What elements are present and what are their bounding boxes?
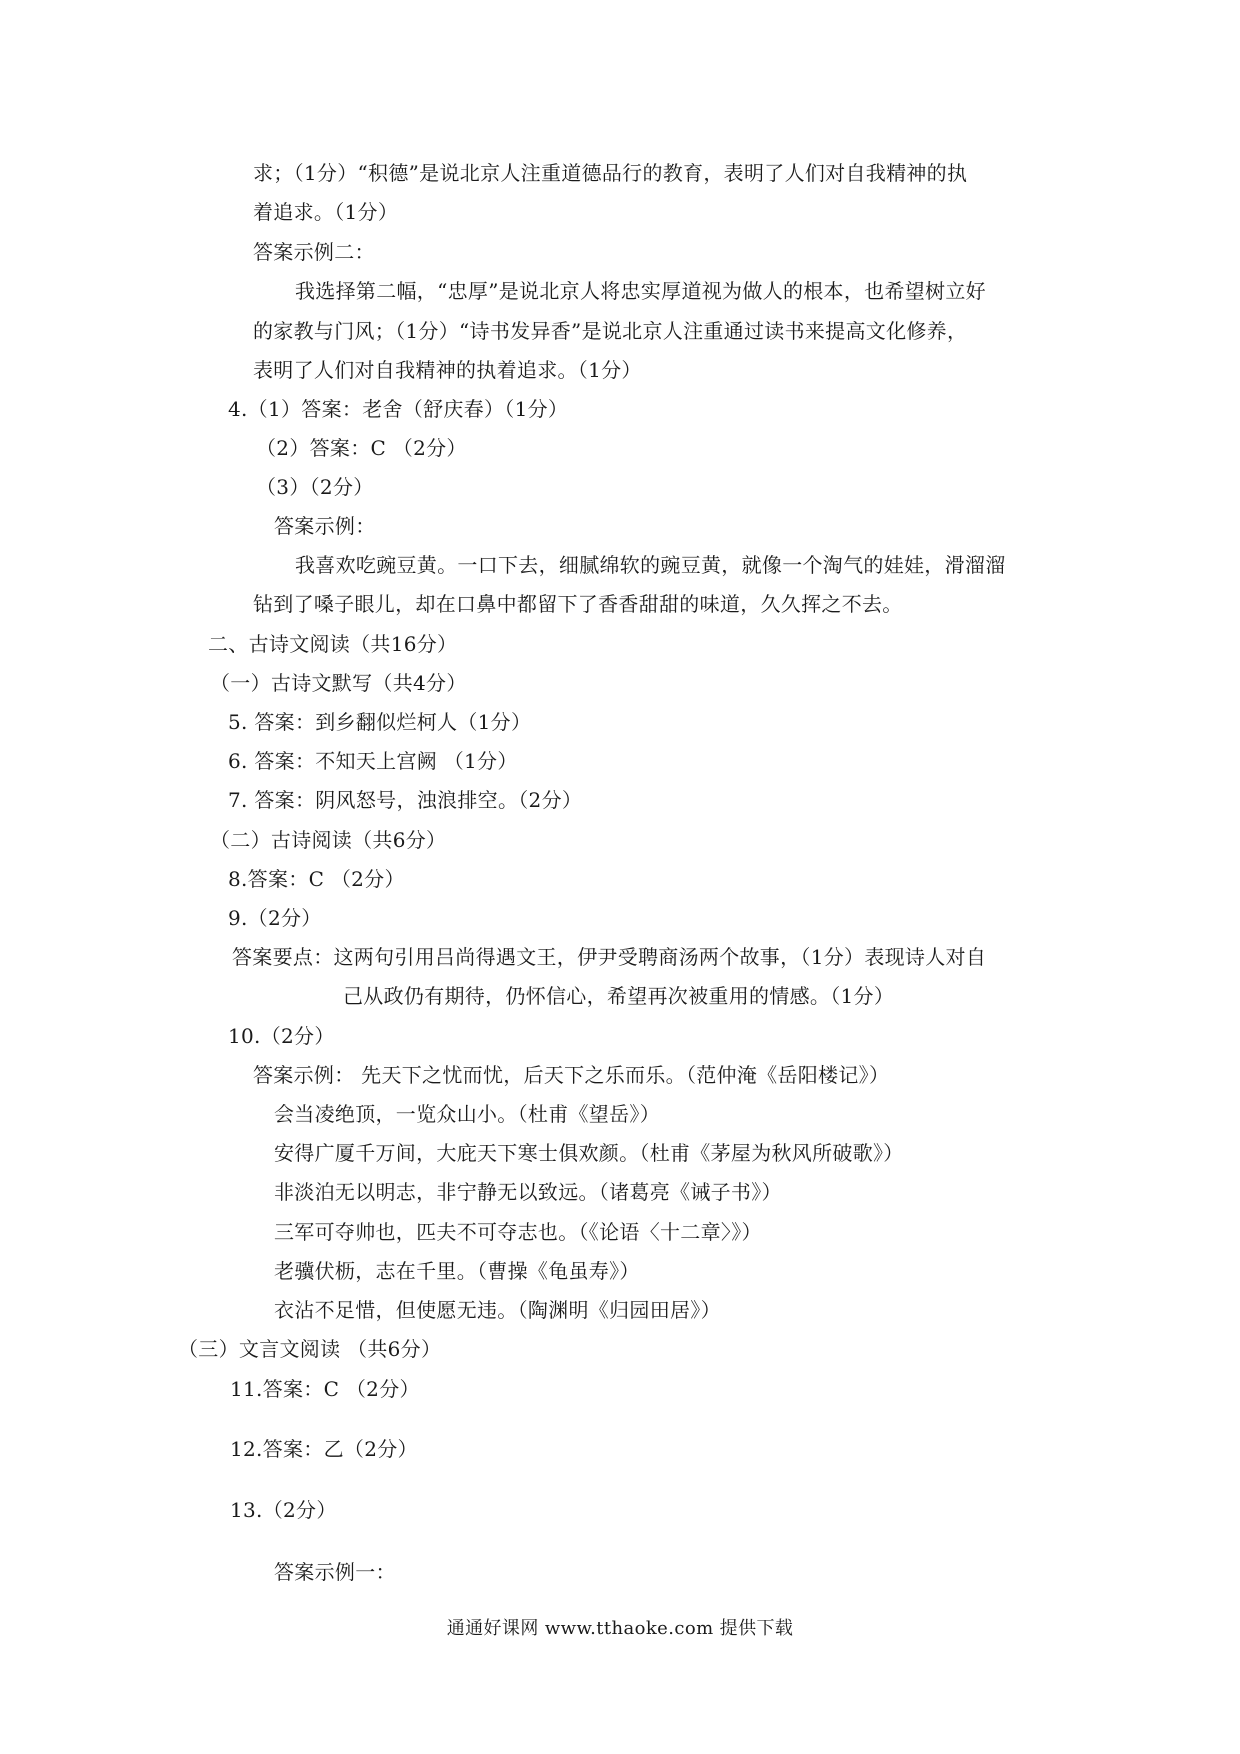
text-line: 我喜欢吃豌豆黄。一口下去，细腻绵软的豌豆黄，就像一个淘气的娃娃，滑溜溜 <box>295 553 1006 577</box>
text-line: 答案示例一： <box>274 1560 396 1584</box>
text-line: 13.（2分） <box>230 1498 337 1522</box>
text-line: 答案示例： <box>274 514 376 538</box>
text-line: 10.（2分） <box>228 1024 335 1048</box>
text-line: 会当凌绝顶，一览众山小。（杜甫《望岳》） <box>274 1102 660 1126</box>
text-line: 衣沾不足惜，但使愿无违。（陶渊明《归园田居》） <box>274 1298 721 1322</box>
subsection-heading: （二）古诗阅读（共6分） <box>210 828 447 852</box>
text-line: 答案要点：这两句引用吕尚得遇文王，伊尹受聘商汤两个故事，（1分）表现诗人对自 <box>232 945 987 969</box>
text-line: 5. 答案：到乡翻似烂柯人（1分） <box>228 710 532 734</box>
text-line: 表明了人们对自我精神的执着追求。（1分） <box>253 358 642 382</box>
text-line: 老骥伏枥，志在千里。（曹操《龟虽寿》） <box>274 1259 640 1283</box>
text-line: 钻到了嗓子眼儿，却在口鼻中都留下了香香甜甜的味道，久久挥之不去。 <box>253 592 903 616</box>
text-line: 着追求。（1分） <box>253 200 399 224</box>
text-line: 求；（1分）“积德”是说北京人注重道德品行的教育，表明了人们对自我精神的执 <box>253 161 968 185</box>
text-line: （3）（2分） <box>256 475 374 499</box>
text-line: 三军可夺帅也，匹夫不可夺志也。（《论语〈十二章〉》） <box>274 1220 762 1244</box>
text-line: 我选择第二幅，“忠厚”是说北京人将忠实厚道视为做人的根本，也希望树立好 <box>295 279 986 303</box>
text-line: 7. 答案：阴风怒号，浊浪排空。（2分） <box>228 788 583 812</box>
subsection-heading: （三）文言文阅读 （共6分） <box>178 1337 442 1361</box>
text-line: 11.答案：C （2分） <box>230 1377 420 1401</box>
text-line: 6. 答案：不知天上宫阙 （1分） <box>228 749 518 773</box>
text-line: 非淡泊无以明志，非宁静无以致远。（诸葛亮《诫子书》） <box>274 1180 782 1204</box>
text-line: 的家教与门风；（1分）“诗书发异香”是说北京人注重通过读书来提高文化修养， <box>253 319 968 343</box>
subsection-heading: （一）古诗文默写（共4分） <box>210 671 467 695</box>
text-line: 8.答案：C （2分） <box>228 867 405 891</box>
text-line: 9.（2分） <box>228 906 322 930</box>
text-line: 4.（1）答案：老舍（舒庆春）（1分） <box>228 397 569 421</box>
text-line: （2）答案：C （2分） <box>256 436 467 460</box>
text-line: 答案示例二： <box>253 240 375 264</box>
text-line: 答案示例： 先天下之忧而忧，后天下之乐而乐。（范仲淹《岳阳楼记》） <box>253 1063 890 1087</box>
footer-source-note: 通通好课网 www.tthaoke.com 提供下载 <box>446 1618 794 1639</box>
section-heading: 二、古诗文阅读（共16分） <box>208 632 458 656</box>
text-line: 12.答案：乙（2分） <box>230 1437 418 1461</box>
text-line: 安得广厦千万间，大庇天下寒士俱欢颜。（杜甫《茅屋为秋风所破歌》） <box>274 1141 904 1165</box>
text-line: 己从政仍有期待，仍怀信心，希望再次被重用的情感。（1分） <box>343 984 895 1008</box>
